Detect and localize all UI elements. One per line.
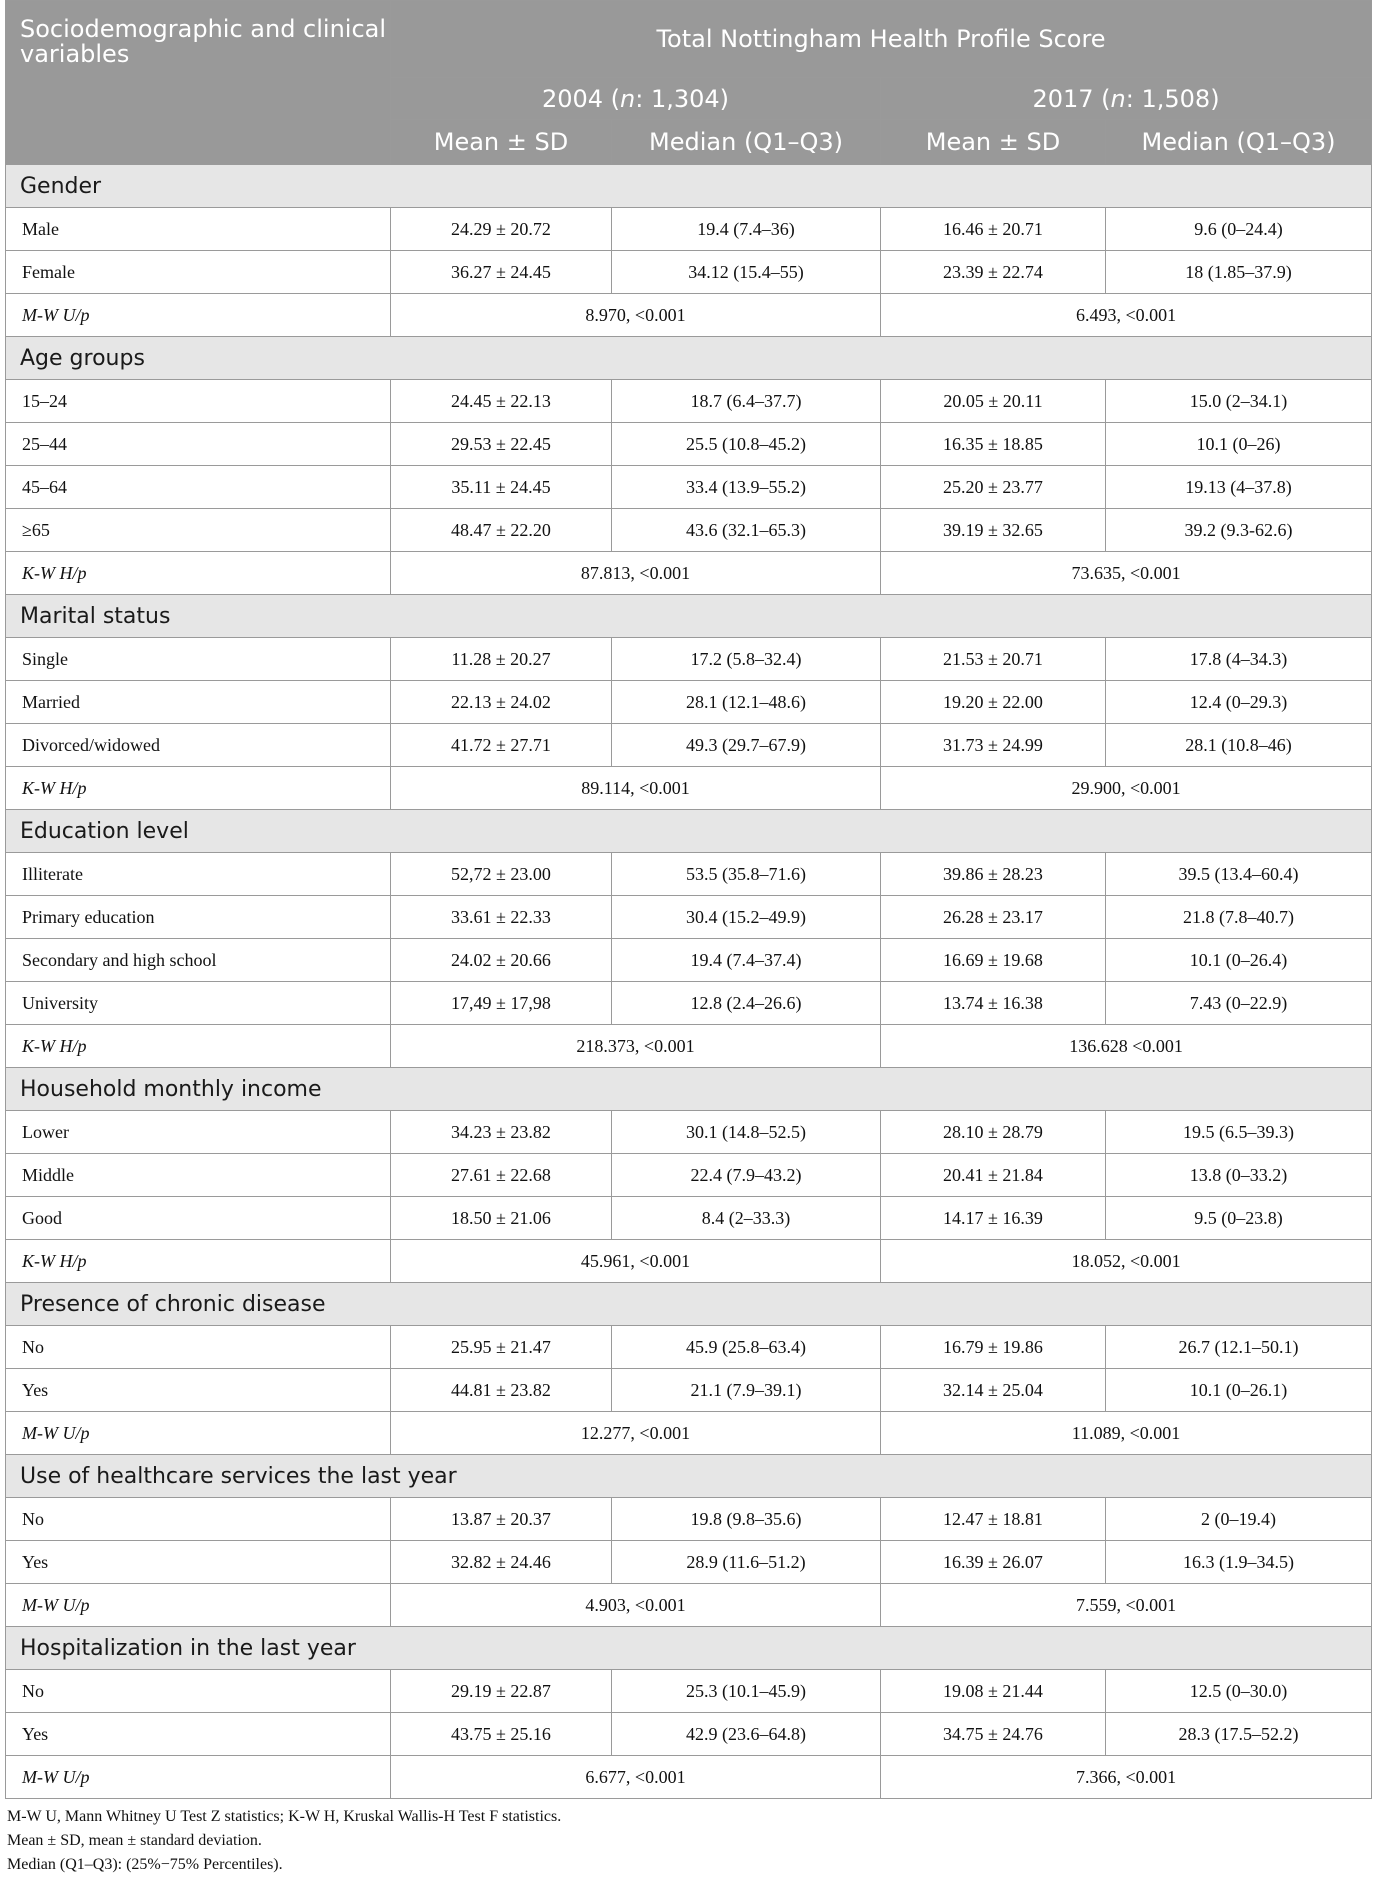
cell-median-2004: 21.1 (7.9–39.1): [612, 1369, 881, 1412]
stat-label: K-W H/p: [6, 1025, 391, 1068]
cell-mean-sd-2017: 13.74 ± 16.38: [881, 982, 1106, 1025]
cell-mean-sd-2017: 28.10 ± 28.79: [881, 1111, 1106, 1154]
cell-mean-sd-2017: 16.39 ± 26.07: [881, 1541, 1106, 1584]
stat-value-2004: 87.813, <0.001: [391, 552, 881, 595]
footnotes: [5, 1805, 1371, 1877]
cell-median-2004: 28.1 (12.1–48.6): [612, 681, 881, 724]
cell-mean-sd-2004: 18.50 ± 21.06: [391, 1197, 612, 1240]
cell-median-2004: 25.3 (10.1–45.9): [612, 1670, 881, 1713]
section-title: Education level: [6, 810, 1372, 853]
cell-median-2004: 53.5 (35.8–71.6): [612, 853, 881, 896]
stat-row: [6, 1025, 1372, 1068]
cell-mean-sd-2017: 16.69 ± 19.68: [881, 939, 1106, 982]
table-row: [6, 1326, 1372, 1369]
row-label: 15–24: [6, 380, 391, 423]
cell-mean-sd-2004: 17,49 ± 17,98: [391, 982, 612, 1025]
footnote: M-W U, Mann Whitney U Test Z statistics; K-W H, Kruskal Wallis-H Test F statistics.: [7, 1808, 562, 1825]
table-row: [6, 638, 1372, 681]
section-title: Marital status: [6, 595, 1372, 638]
cell-mean-sd-2017: 20.41 ± 21.84: [881, 1154, 1106, 1197]
footnote: Median (Q1–Q3): (25%−75% Percentiles).: [7, 1856, 283, 1873]
table-body: [6, 165, 1372, 1799]
cell-mean-sd-2017: 34.75 ± 24.76: [881, 1713, 1106, 1756]
cell-mean-sd-2004: 24.45 ± 22.13: [391, 380, 612, 423]
stat-value-2017: 73.635, <0.001: [881, 552, 1372, 595]
stat-label: M-W U/p: [6, 1584, 391, 1627]
cell-mean-sd-2004: 33.61 ± 22.33: [391, 896, 612, 939]
row-label: Secondary and high school: [6, 939, 391, 982]
header-median-2017: Median (Q1–Q3): [1106, 120, 1372, 165]
cell-mean-sd-2004: 11.28 ± 20.27: [391, 638, 612, 681]
cell-median-2004: 22.4 (7.9–43.2): [612, 1154, 881, 1197]
table-row: [6, 724, 1372, 767]
cell-median-2017: 17.8 (4–34.3): [1106, 638, 1372, 681]
cell-mean-sd-2017: 39.19 ± 32.65: [881, 509, 1106, 552]
cell-median-2004: 25.5 (10.8–45.2): [612, 423, 881, 466]
section-title: Presence of chronic disease: [6, 1283, 1372, 1326]
cell-mean-sd-2004: 27.61 ± 22.68: [391, 1154, 612, 1197]
cell-median-2017: 7.43 (0–22.9): [1106, 982, 1372, 1025]
stat-value-2004: 8.970, <0.001: [391, 294, 881, 337]
header-total-nhp-score: Total Nottingham Health Profile Score: [391, 1, 1372, 78]
table-row: [6, 853, 1372, 896]
cell-median-2004: 43.6 (32.1–65.3): [612, 509, 881, 552]
cell-mean-sd-2004: 24.02 ± 20.66: [391, 939, 612, 982]
stat-value-2004: 89.114, <0.001: [391, 767, 881, 810]
cell-mean-sd-2004: 13.87 ± 20.37: [391, 1498, 612, 1541]
stat-row: [6, 767, 1372, 810]
stat-value-2017: 7.366, <0.001: [881, 1756, 1372, 1799]
cell-mean-sd-2017: 32.14 ± 25.04: [881, 1369, 1106, 1412]
cell-median-2017: 39.2 (9.3-62.6): [1106, 509, 1372, 552]
cell-mean-sd-2017: 16.79 ± 19.86: [881, 1326, 1106, 1369]
row-label: Middle: [6, 1154, 391, 1197]
cell-mean-sd-2017: 23.39 ± 22.74: [881, 251, 1106, 294]
table-row: [6, 982, 1372, 1025]
cell-median-2004: 34.12 (15.4–55): [612, 251, 881, 294]
table-row: [6, 208, 1372, 251]
table-container: [5, 0, 1371, 1877]
cell-mean-sd-2017: 21.53 ± 20.71: [881, 638, 1106, 681]
cell-mean-sd-2004: 29.53 ± 22.45: [391, 423, 612, 466]
row-label: No: [6, 1670, 391, 1713]
footnote: Mean ± SD, mean ± standard deviation.: [7, 1832, 262, 1849]
cell-median-2004: 17.2 (5.8–32.4): [612, 638, 881, 681]
header-variables: Sociodemographic and clinical variables: [6, 1, 391, 165]
stat-label: M-W U/p: [6, 294, 391, 337]
table-row: [6, 1498, 1372, 1541]
cell-median-2004: 19.4 (7.4–36): [612, 208, 881, 251]
stat-row: [6, 294, 1372, 337]
cell-mean-sd-2017: 12.47 ± 18.81: [881, 1498, 1106, 1541]
cell-median-2017: 10.1 (0–26): [1106, 423, 1372, 466]
stat-label: K-W H/p: [6, 767, 391, 810]
table-row: [6, 509, 1372, 552]
header-mean-sd-2004: Mean ± SD: [391, 120, 612, 165]
row-label: Yes: [6, 1541, 391, 1584]
table-row: [6, 1154, 1372, 1197]
cell-median-2017: 12.5 (0–30.0): [1106, 1670, 1372, 1713]
table-row: [6, 939, 1372, 982]
stat-row: [6, 1584, 1372, 1627]
cell-mean-sd-2017: 16.46 ± 20.71: [881, 208, 1106, 251]
section-header-row: [6, 595, 1372, 638]
section-header-row: [6, 1068, 1372, 1111]
cell-mean-sd-2004: 25.95 ± 21.47: [391, 1326, 612, 1369]
stat-label: K-W H/p: [6, 552, 391, 595]
row-label: No: [6, 1326, 391, 1369]
table-row: [6, 423, 1372, 466]
cell-median-2017: 18 (1.85–37.9): [1106, 251, 1372, 294]
cell-median-2004: 30.4 (15.2–49.9): [612, 896, 881, 939]
cell-median-2004: 28.9 (11.6–51.2): [612, 1541, 881, 1584]
cell-median-2017: 21.8 (7.8–40.7): [1106, 896, 1372, 939]
cell-median-2017: 9.5 (0–23.8): [1106, 1197, 1372, 1240]
cell-median-2004: 45.9 (25.8–63.4): [612, 1326, 881, 1369]
stat-value-2017: 7.559, <0.001: [881, 1584, 1372, 1627]
row-label: Good: [6, 1197, 391, 1240]
stat-label: K-W H/p: [6, 1240, 391, 1283]
row-label: Female: [6, 251, 391, 294]
cell-median-2017: 10.1 (0–26.4): [1106, 939, 1372, 982]
cell-mean-sd-2004: 22.13 ± 24.02: [391, 681, 612, 724]
row-label: Single: [6, 638, 391, 681]
section-title: Use of healthcare services the last year: [6, 1455, 1372, 1498]
cell-mean-sd-2004: 29.19 ± 22.87: [391, 1670, 612, 1713]
section-title: Hospitalization in the last year: [6, 1627, 1372, 1670]
cell-mean-sd-2004: 35.11 ± 24.45: [391, 466, 612, 509]
nhp-score-table: [5, 0, 1372, 1799]
section-header-row: [6, 1455, 1372, 1498]
cell-median-2004: 12.8 (2.4–26.6): [612, 982, 881, 1025]
table-row: [6, 1111, 1372, 1154]
stat-value-2004: 218.373, <0.001: [391, 1025, 881, 1068]
cell-mean-sd-2017: 14.17 ± 16.39: [881, 1197, 1106, 1240]
table-row: [6, 380, 1372, 423]
stat-value-2004: 4.903, <0.001: [391, 1584, 881, 1627]
section-title: Age groups: [6, 337, 1372, 380]
cell-mean-sd-2017: 19.08 ± 21.44: [881, 1670, 1106, 1713]
row-label: 25–44: [6, 423, 391, 466]
section-title: Household monthly income: [6, 1068, 1372, 1111]
cell-mean-sd-2004: 48.47 ± 22.20: [391, 509, 612, 552]
row-label: No: [6, 1498, 391, 1541]
section-header-row: [6, 810, 1372, 853]
cell-median-2017: 2 (0–19.4): [1106, 1498, 1372, 1541]
header-median-2004: Median (Q1–Q3): [612, 120, 881, 165]
section-header-row: [6, 1283, 1372, 1326]
stat-label: M-W U/p: [6, 1756, 391, 1799]
table-row: [6, 681, 1372, 724]
table-row: [6, 1713, 1372, 1756]
cell-median-2017: 13.8 (0–33.2): [1106, 1154, 1372, 1197]
cell-mean-sd-2004: 44.81 ± 23.82: [391, 1369, 612, 1412]
cell-mean-sd-2017: 19.20 ± 22.00: [881, 681, 1106, 724]
cell-mean-sd-2004: 43.75 ± 25.16: [391, 1713, 612, 1756]
cell-median-2017: 9.6 (0–24.4): [1106, 208, 1372, 251]
cell-mean-sd-2017: 39.86 ± 28.23: [881, 853, 1106, 896]
stat-value-2017: 18.052, <0.001: [881, 1240, 1372, 1283]
stat-value-2004: 6.677, <0.001: [391, 1756, 881, 1799]
cell-mean-sd-2004: 36.27 ± 24.45: [391, 251, 612, 294]
row-label: University: [6, 982, 391, 1025]
header-year-2004: 2004 (n: 1,304): [391, 78, 881, 120]
stat-value-2017: 29.900, <0.001: [881, 767, 1372, 810]
table-row: [6, 466, 1372, 509]
cell-mean-sd-2004: 32.82 ± 24.46: [391, 1541, 612, 1584]
stat-value-2017: 136.628 <0.001: [881, 1025, 1372, 1068]
stat-value-2017: 6.493, <0.001: [881, 294, 1372, 337]
table-row: [6, 1670, 1372, 1713]
row-label: Divorced/widowed: [6, 724, 391, 767]
stat-row: [6, 1412, 1372, 1455]
row-label: Illiterate: [6, 853, 391, 896]
cell-median-2017: 19.5 (6.5–39.3): [1106, 1111, 1372, 1154]
cell-mean-sd-2017: 16.35 ± 18.85: [881, 423, 1106, 466]
row-label: Male: [6, 208, 391, 251]
cell-median-2017: 39.5 (13.4–60.4): [1106, 853, 1372, 896]
row-label: Lower: [6, 1111, 391, 1154]
table-row: [6, 1541, 1372, 1584]
row-label: Married: [6, 681, 391, 724]
section-title: Gender: [6, 165, 1372, 208]
cell-median-2004: 19.4 (7.4–37.4): [612, 939, 881, 982]
stat-row: [6, 1240, 1372, 1283]
stat-label: M-W U/p: [6, 1412, 391, 1455]
cell-median-2004: 30.1 (14.8–52.5): [612, 1111, 881, 1154]
cell-mean-sd-2017: 25.20 ± 23.77: [881, 466, 1106, 509]
section-header-row: [6, 165, 1372, 208]
stat-value-2004: 45.961, <0.001: [391, 1240, 881, 1283]
cell-median-2017: 16.3 (1.9–34.5): [1106, 1541, 1372, 1584]
section-header-row: [6, 337, 1372, 380]
cell-mean-sd-2004: 41.72 ± 27.71: [391, 724, 612, 767]
header-mean-sd-2017: Mean ± SD: [881, 120, 1106, 165]
stat-value-2017: 11.089, <0.001: [881, 1412, 1372, 1455]
row-label: Primary education: [6, 896, 391, 939]
cell-median-2017: 15.0 (2–34.1): [1106, 380, 1372, 423]
section-header-row: [6, 1627, 1372, 1670]
cell-median-2004: 18.7 (6.4–37.7): [612, 380, 881, 423]
row-label: ≥65: [6, 509, 391, 552]
cell-mean-sd-2017: 31.73 ± 24.99: [881, 724, 1106, 767]
cell-median-2004: 33.4 (13.9–55.2): [612, 466, 881, 509]
table-row: [6, 1369, 1372, 1412]
cell-median-2017: 19.13 (4–37.8): [1106, 466, 1372, 509]
cell-mean-sd-2004: 52,72 ± 23.00: [391, 853, 612, 896]
cell-median-2017: 28.1 (10.8–46): [1106, 724, 1372, 767]
row-label: Yes: [6, 1713, 391, 1756]
table-row: [6, 251, 1372, 294]
table-row: [6, 896, 1372, 939]
cell-mean-sd-2004: 24.29 ± 20.72: [391, 208, 612, 251]
stat-row: [6, 1756, 1372, 1799]
row-label: Yes: [6, 1369, 391, 1412]
cell-median-2017: 28.3 (17.5–52.2): [1106, 1713, 1372, 1756]
cell-median-2004: 49.3 (29.7–67.9): [612, 724, 881, 767]
table-row: [6, 1197, 1372, 1240]
cell-mean-sd-2017: 20.05 ± 20.11: [881, 380, 1106, 423]
cell-mean-sd-2017: 26.28 ± 23.17: [881, 896, 1106, 939]
cell-median-2004: 8.4 (2–33.3): [612, 1197, 881, 1240]
cell-median-2017: 12.4 (0–29.3): [1106, 681, 1372, 724]
cell-mean-sd-2004: 34.23 ± 23.82: [391, 1111, 612, 1154]
header-year-2017: 2017 (n: 1,508): [881, 78, 1372, 120]
row-label: 45–64: [6, 466, 391, 509]
cell-median-2017: 10.1 (0–26.1): [1106, 1369, 1372, 1412]
cell-median-2017: 26.7 (12.1–50.1): [1106, 1326, 1372, 1369]
cell-median-2004: 19.8 (9.8–35.6): [612, 1498, 881, 1541]
stat-value-2004: 12.277, <0.001: [391, 1412, 881, 1455]
stat-row: [6, 552, 1372, 595]
cell-median-2004: 42.9 (23.6–64.8): [612, 1713, 881, 1756]
